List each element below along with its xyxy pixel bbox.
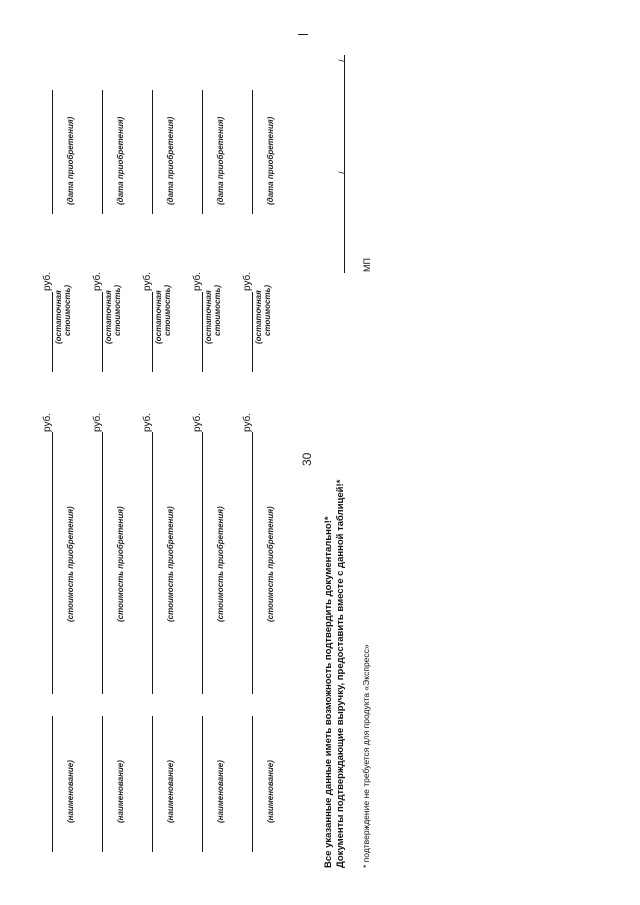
note-line-2: Документы подтверждающие выручку, предоставить вместе с данной таблицей!* xyxy=(335,479,346,868)
stamp-label: МП xyxy=(362,258,372,272)
purchase-currency-label: руб. xyxy=(42,412,53,432)
footnote: * подтверждение не требуется для продукта «Экспресс» xyxy=(361,644,371,868)
residual-currency-label: руб. xyxy=(242,271,253,291)
purchase-cost-hint: (стоимость приобретения) xyxy=(66,506,75,622)
date-hint: (дата приобретения) xyxy=(116,116,125,205)
date-field-line[interactable] xyxy=(102,90,103,214)
date-field-line[interactable] xyxy=(52,90,53,214)
name-field-line[interactable] xyxy=(252,716,253,852)
signature-line[interactable] xyxy=(344,55,345,273)
residual-hint-line2: стоимость) xyxy=(263,284,272,336)
residual-hint-line1: (остаточная xyxy=(254,290,263,344)
residual-hint-line2: стоимость) xyxy=(63,284,72,336)
residual-currency-label: руб. xyxy=(192,271,203,291)
corner-dash xyxy=(298,34,308,35)
residual-value-field-line[interactable] xyxy=(152,292,153,372)
purchase-cost-field-line[interactable] xyxy=(152,432,153,694)
purchase-currency-label: руб. xyxy=(142,412,153,432)
name-hint: (наименование) xyxy=(166,760,175,823)
name-hint: (наименование) xyxy=(216,760,225,823)
note-line-1: Все указанные данные иметь возможность подтвердить документально!* xyxy=(323,516,334,868)
date-hint: (дата приобретения) xyxy=(266,116,275,205)
purchase-cost-field-line[interactable] xyxy=(252,432,253,694)
name-hint: (наименование) xyxy=(116,760,125,823)
residual-value-field-line[interactable] xyxy=(202,292,203,372)
name-field-line[interactable] xyxy=(152,716,153,852)
residual-hint-line2: стоимость) xyxy=(113,284,122,336)
residual-hint-line2: стоимость) xyxy=(163,284,172,336)
purchase-cost-hint: (стоимость приобретения) xyxy=(266,506,275,622)
date-field-line[interactable] xyxy=(202,90,203,214)
purchase-cost-hint: (стоимость приобретения) xyxy=(216,506,225,622)
signature-separator-2: / xyxy=(337,171,347,174)
residual-hint-line2: стоимость) xyxy=(213,284,222,336)
residual-hint-line1: (остаточная xyxy=(104,290,113,344)
date-hint: (дата приобретения) xyxy=(66,116,75,205)
purchase-cost-hint: (стоимость приобретения) xyxy=(116,506,125,622)
name-field-line[interactable] xyxy=(52,716,53,852)
purchase-cost-hint: (стоимость приобретения) xyxy=(166,506,175,622)
date-hint: (дата приобретения) xyxy=(166,116,175,205)
name-hint: (наименование) xyxy=(266,760,275,823)
residual-value-field-line[interactable] xyxy=(252,292,253,372)
residual-hint-line1: (остаточная xyxy=(204,290,213,344)
date-hint: (дата приобретения) xyxy=(216,116,225,205)
purchase-currency-label: руб. xyxy=(192,412,203,432)
purchase-cost-field-line[interactable] xyxy=(52,432,53,694)
residual-value-field-line[interactable] xyxy=(102,292,103,372)
name-field-line[interactable] xyxy=(102,716,103,852)
date-field-line[interactable] xyxy=(252,90,253,214)
residual-currency-label: руб. xyxy=(92,271,103,291)
signature-separator-1: / xyxy=(337,59,347,62)
residual-hint-line1: (остаточная xyxy=(154,290,163,344)
page-number: 30 xyxy=(300,452,314,466)
residual-currency-label: руб. xyxy=(42,271,53,291)
purchase-currency-label: руб. xyxy=(242,412,253,432)
purchase-cost-field-line[interactable] xyxy=(102,432,103,694)
purchase-cost-field-line[interactable] xyxy=(202,432,203,694)
date-field-line[interactable] xyxy=(152,90,153,214)
residual-value-field-line[interactable] xyxy=(52,292,53,372)
name-field-line[interactable] xyxy=(202,716,203,852)
residual-currency-label: руб. xyxy=(142,271,153,291)
purchase-currency-label: руб. xyxy=(92,412,103,432)
residual-hint-line1: (остаточная xyxy=(54,290,63,344)
name-hint: (наименование) xyxy=(66,760,75,823)
